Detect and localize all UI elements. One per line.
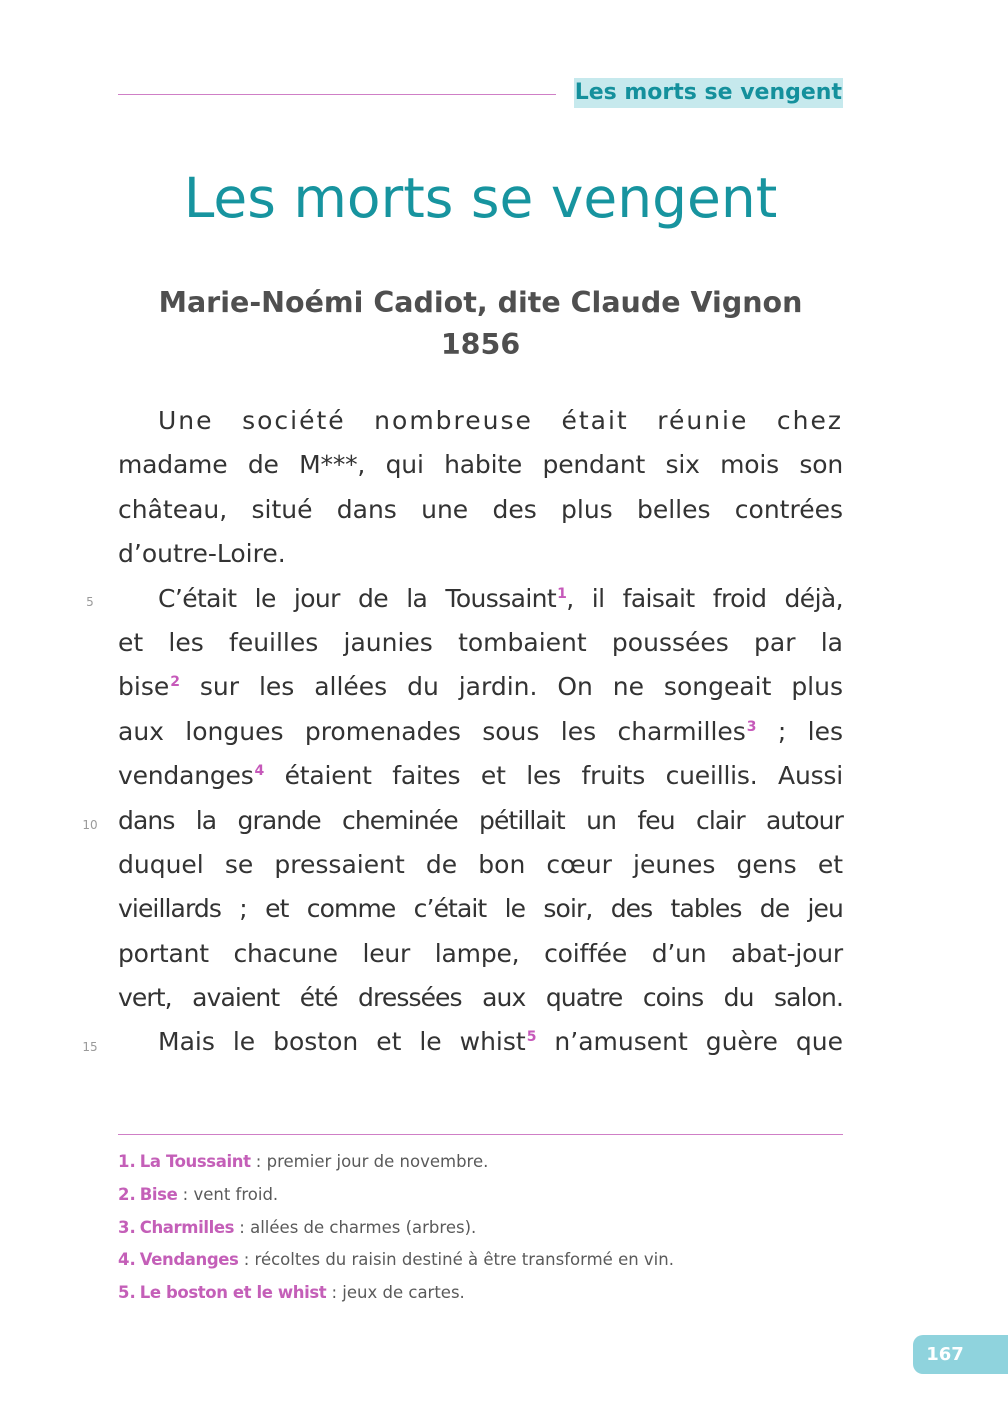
- footnote: 1. La Toussaint : premier jour de novembre.: [118, 1152, 489, 1171]
- footnote-ref[interactable]: 2: [170, 674, 180, 691]
- text-line: C’était le jour de la Toussaint$^1$, il faisait froid déjà,: [158, 583, 843, 613]
- text-line: et les feuilles jaunies tombaient poussées par la: [118, 627, 843, 657]
- publication-year: 1856: [440, 328, 521, 361]
- footnote: 2. Bise : vent froid.: [118, 1184, 279, 1204]
- body-text: [118, 399, 843, 1065]
- text-line: d’outre-Loire.: [118, 539, 286, 569]
- running-header: [118, 78, 843, 108]
- page-number-tab: [913, 1335, 1008, 1374]
- chapter-title: Les morts se vengent: [183, 166, 778, 230]
- text-line: vendanges$^4$ étaient faites et les fruits cueillis. Aussi: [118, 761, 843, 791]
- footnote: 5. Le boston et le whist : jeux de cartes.: [118, 1283, 465, 1303]
- text-line: duquel se pressaient de bon cœur jeunes gens et: [118, 849, 843, 879]
- text-line: château, situé dans une des plus belles contrées: [118, 494, 843, 524]
- text-line: vert, avaient été dressées aux quatre coins du salon.: [118, 983, 843, 1013]
- footnotes-rule: [118, 1134, 843, 1135]
- footnote: 3. Charmilles : allées de charmes (arbres).: [118, 1217, 477, 1237]
- text-line: aux longues promenades sous les charmilles$^3$ ; les: [118, 716, 843, 746]
- line-number: 10: [82, 818, 98, 832]
- text-line: Une société nombreuse était réunie chez: [158, 406, 843, 435]
- footnote-ref[interactable]: 4: [254, 763, 265, 780]
- line-number: 5: [86, 595, 94, 609]
- text-line: madame de M***, qui habite pendant six mois son: [118, 450, 843, 480]
- text-line: dans la grande cheminée pétillait un feu clair autour: [118, 805, 843, 835]
- text-line: portant chacune leur lampe, coiffée d’un abat-jour: [118, 938, 843, 968]
- author-name: Marie-Noémi Cadiot, dite Claude Vignon: [158, 286, 803, 319]
- line-number: 15: [82, 1040, 98, 1054]
- footnote-ref[interactable]: 3: [746, 718, 757, 735]
- footnotes: [118, 1148, 843, 1312]
- author-block: [118, 282, 843, 366]
- running-header-title: Les morts se vengent: [574, 78, 843, 108]
- page-number: 167: [926, 1344, 964, 1365]
- text-line: Mais le boston et le whist$^5$ n’amusent guère que: [158, 1027, 843, 1057]
- text-line: vieillards ; et comme c’était le soir, des tables de jeu: [118, 894, 843, 924]
- footnote-ref[interactable]: 5: [526, 1029, 537, 1046]
- text-line: bise$^2$ sur les allées du jardin. On ne songeait plus: [118, 672, 843, 702]
- footnote: 4. Vendanges : récoltes du raisin destiné à être transformé en vin.: [118, 1250, 674, 1270]
- running-header-rule: [118, 94, 556, 95]
- footnote-ref[interactable]: 1: [557, 585, 567, 602]
